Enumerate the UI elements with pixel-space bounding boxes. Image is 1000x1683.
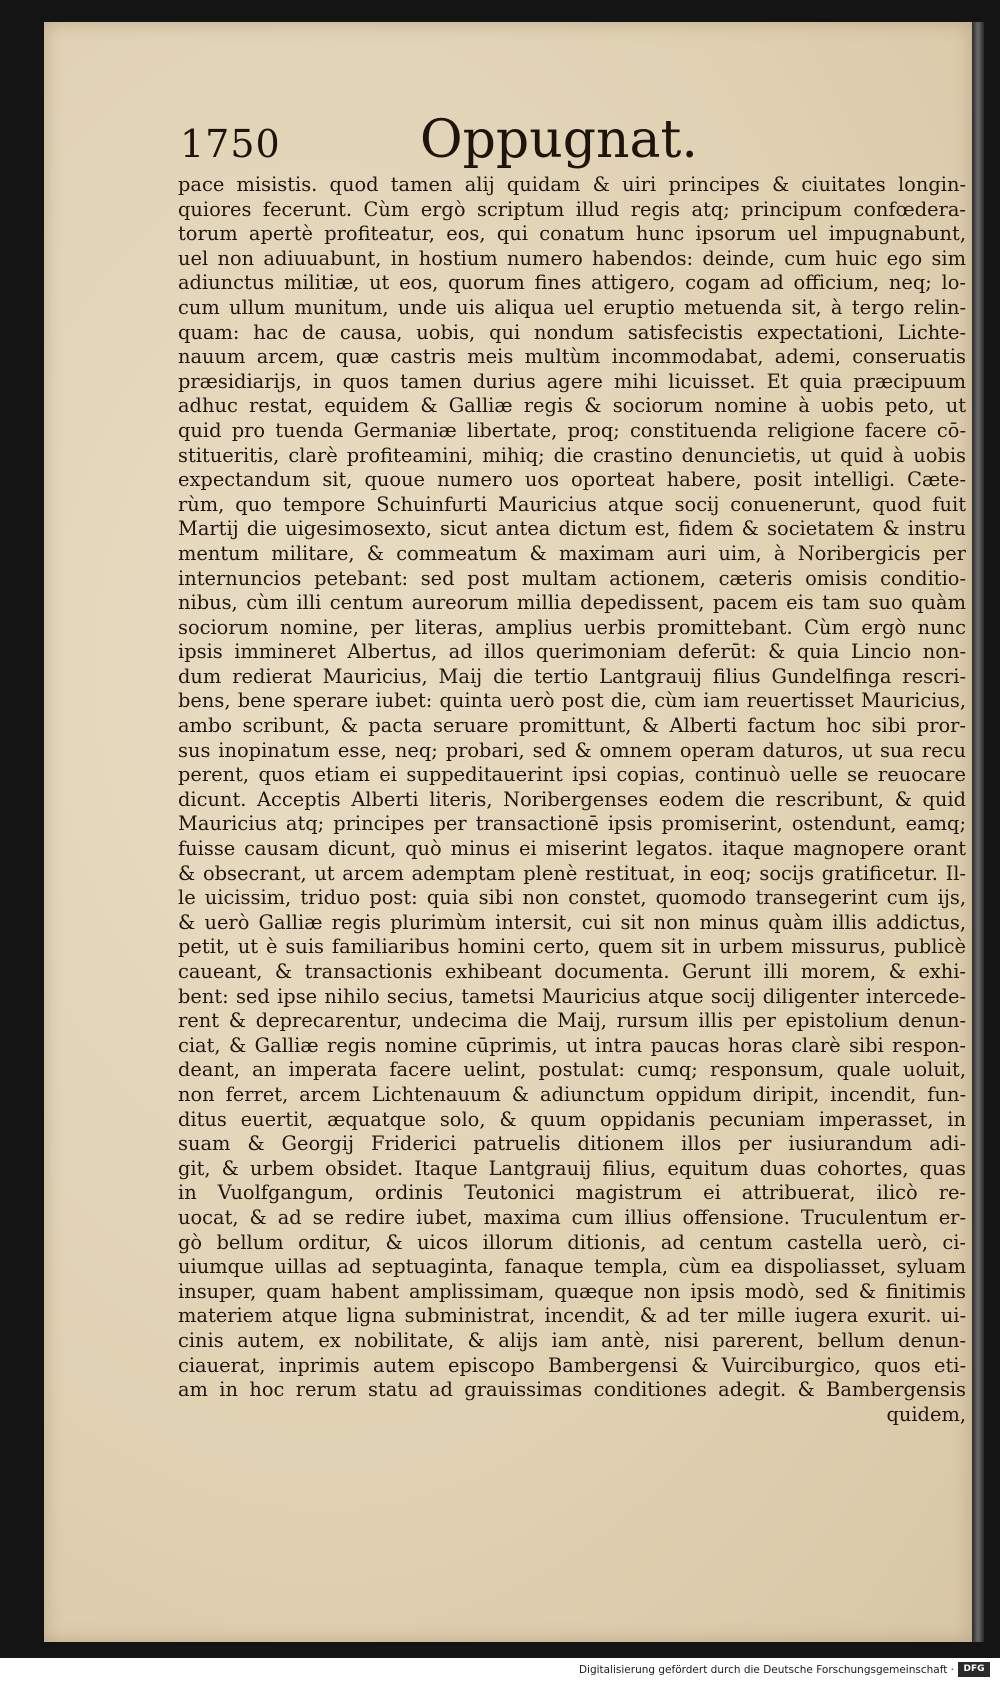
text-line: cinis autem, ex nobilitate, & alijs iam antè, nisi parerent, bellum denun-	[178, 1328, 966, 1352]
text-line: nibus, cùm illi centum aureorum millia depedissent, pacem eis tam suo quàm	[178, 591, 966, 615]
text-line: in Vuolfgangum, ordinis Teutonici magistrum ei attribuerat, ilicò re-	[178, 1181, 966, 1205]
text-line: uel non adiuuabunt, in hostium numero habendos: deinde, cum huic ego sim	[178, 246, 966, 270]
text-line: materiem atque ligna subministrat, incendit, & ad ter mille iugera exurit. ui-	[178, 1304, 966, 1328]
text-line: & uerò Galliæ regis plurimùm intersit, cui sit non minus quàm illis addictus,	[178, 910, 966, 934]
text-line: torum apertè profiteatur, eos, qui conatum hunc ipsorum uel impugnabunt,	[178, 222, 966, 246]
text-line: sociorum nomine, per literas, amplius uerbis promittebant. Cùm ergò nunc	[178, 615, 966, 639]
page-header	[180, 110, 940, 180]
text-line: gò bellum orditur, & uicos illorum ditionis, ad centum castella uerò, ci-	[178, 1230, 966, 1254]
text-line: ipsis immineret Albertus, ad illos querimoniam deferūt: & quia Lincio non-	[178, 640, 966, 664]
text-line: quam: hac de causa, uobis, qui nondum satisfecistis expectationi, Lichte-	[178, 320, 966, 344]
text-line: bent: sed ipse nihilo secius, tametsi Mauricius atque socij diligenter intercede-	[178, 984, 966, 1008]
text-line: insuper, quam habent amplissimam, quæque non ipsis modò, sed & finitimis	[178, 1279, 966, 1303]
text-line: ciat, & Galliæ regis nomine cūprimis, ut intra paucas horas clarè sibi respon-	[178, 1033, 966, 1057]
text-line: git, & urbem obsidet. Itaque Lantgrauij filius, equitum duas cohortes, quas	[178, 1156, 966, 1180]
page-edge	[972, 22, 984, 1642]
text-line: dum redierat Mauricius, Maij die tertio Lantgrauij filius Gundelfinga rescri-	[178, 664, 966, 688]
text-line: sus inopinatum esse, neq; probari, sed & omnem operam daturos, ut sua recu	[178, 738, 966, 762]
text-line: mentum militare, & commeatum & maximam auri uim, à Noribergicis per	[178, 541, 966, 565]
text-line: expectandum sit, quoue numero uos oporteat habere, posit intelligi. Cæte-	[178, 468, 966, 492]
text-line: adiunctus militiæ, ut eos, quorum fines attigero, cogam ad officium, neq; lo-	[178, 271, 966, 295]
text-line: suam & Georgij Friderici patruelis ditionem illos per iusiurandum adi-	[178, 1132, 966, 1156]
text-line: rùm, quo tempore Schuinfurti Mauricius atque socij conuenerunt, quod fuit	[178, 492, 966, 516]
text-line: ambo scribunt, & pacta seruare promittunt, & Alberti factum hoc sibi pror-	[178, 714, 966, 738]
text-line: pace misistis. quod tamen alij quidam & uiri principes & ciuitates longin-	[178, 173, 966, 196]
text-line: caueant, & transactionis exhibeant documenta. Gerunt illi morem, & exhi-	[178, 960, 966, 983]
footer-credit: Digitalisierung gefördert durch die Deutsche Forschungsgemeinschaft ·	[578, 1664, 954, 1676]
body-text	[178, 173, 966, 1427]
text-line: præsidiarijs, in quos tamen durius agere mihi licuisset. Et quia præcipuum	[178, 369, 966, 393]
text-line: rent & deprecarentur, undecima die Maij, rursum illis per epistolium denun-	[178, 1009, 966, 1033]
text-line: stitueritis, clarè profiteamini, mihiq; die crastino denuncietis, ut quid à uobis	[178, 443, 966, 467]
text-line: adhuc restat, equidem & Galliæ regis & sociorum nomine à uobis peto, ut	[178, 394, 966, 418]
footer-bar	[0, 1658, 1000, 1683]
text-line: ciauerat, inprimis autem episcopo Bambergensi & Vuirciburgico, quos eti-	[178, 1353, 966, 1377]
catchword: quidem,	[886, 1402, 966, 1426]
text-line: uiumque uillas ad septuaginta, fanaque templa, cùm ea dispoliasset, syluam	[178, 1255, 966, 1279]
text-line: quiores fecerunt. Cùm ergò scriptum illud regis atq; principum confœdera-	[178, 197, 966, 221]
text-line: & obsecrant, ut arcem ademptam plenè restituat, in eoq; socijs gratificetur. Il-	[178, 861, 966, 885]
text-line: internuncios petebant: sed post multam actionem, cæteris omisis conditio-	[178, 566, 966, 590]
text-line: deant, an imperata facere uelint, postulat: cumq; responsum, quale uoluit,	[178, 1058, 966, 1082]
text-line: bens, bene sperare iubet: quinta uerò post die, cùm iam reuertisset Mauricius,	[178, 689, 966, 713]
text-line: quid pro tuenda Germaniæ libertate, proq; constituenda religione facere cō-	[178, 418, 966, 442]
text-line: am in hoc rerum statu ad grauissimas conditiones adegit. & Bambergensis	[178, 1378, 966, 1402]
text-line: petit, ut è suis familiaribus homini certo, quem sit in urbem missurus, publicè	[178, 935, 966, 959]
dfg-logo-icon: DFG	[958, 1662, 990, 1677]
text-line: uocat, & ad se redire iubet, maxima cum illius offensione. Truculentum er-	[178, 1205, 966, 1229]
text-line: Martij die uigesimosexto, sicut antea dictum est, fidem & societatem & instru	[178, 517, 966, 541]
text-line: fuisse causam dicunt, quò minus ei miserint legatos. itaque magnopere orant	[178, 837, 966, 861]
text-line: cum ullum munitum, unde uis aliqua uel eruptio metuenda sit, à tergo relin-	[178, 295, 966, 319]
text-line: ditus euertit, æquatque solo, & quum oppidanis pecuniam imperasset, in	[178, 1107, 966, 1131]
text-line: dicunt. Acceptis Alberti literis, Noribergenses eodem die rescribunt, & quid	[178, 787, 966, 811]
text-line: perent, quos etiam ei suppeditauerint ipsi copias, continuò uelle se reuocare	[178, 763, 966, 787]
page-number: 1750	[180, 122, 281, 166]
text-line: le uicissim, triduo post: quia sibi non constet, quomodo transegerint cum ijs,	[178, 886, 966, 910]
running-head: Oppugnat.	[420, 110, 698, 170]
text-line: nauum arcem, quæ castris meis multùm incommodabat, ademi, conseruatis	[178, 345, 966, 369]
text-line: non ferret, arcem Lichtenauum & adiunctum oppidum diripit, incendit, fun-	[178, 1082, 966, 1106]
text-line: Mauricius atq; principes per transactionē ipsis promiserint, ostendunt, eamq;	[178, 812, 966, 836]
